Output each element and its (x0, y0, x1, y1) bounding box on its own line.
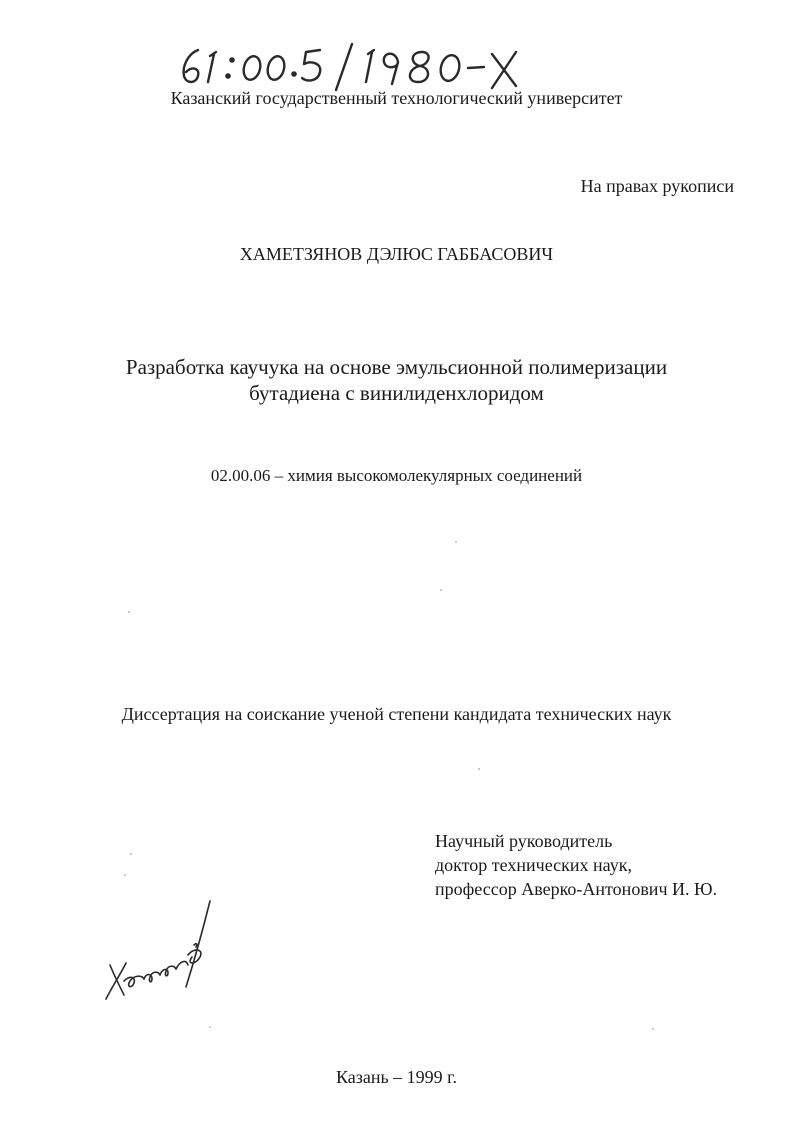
scan-speck (652, 1028, 654, 1030)
specialty-code: 02.00.06 – химия высокомолекулярных соединений (210, 466, 583, 485)
scan-speck (124, 874, 126, 876)
dissertation-degree: Диссертация на соискание ученой степени кандидата технических наук (121, 704, 672, 724)
scan-speck (209, 1026, 211, 1028)
supervisor-role: Научный руководитель (435, 831, 613, 851)
supervisor-block (435, 829, 717, 901)
scan-speck (128, 611, 130, 613)
place-year: Казань – 1999 г. (335, 1067, 458, 1087)
author-name: ХАМЕТЗЯНОВ ДЭЛЮС ГАББАСОВИЧ (239, 244, 554, 264)
supervisor-name: профессор Аверко-Антонович И. Ю. (435, 879, 717, 899)
scan-speck (455, 541, 457, 543)
signature-drawing (100, 895, 220, 1010)
author-signature (100, 895, 220, 1010)
scan-speck (478, 768, 480, 770)
supervisor-degree: доктор технических наук, (435, 855, 632, 875)
archive-code-drawing (170, 36, 610, 96)
scan-speck (130, 853, 132, 855)
scan-speck (440, 589, 442, 591)
title-line-2: бутадиена с винилиденхлоридом (249, 381, 544, 405)
title-line-1: Разработка каучука на основе эмульсионной полимеризации (125, 355, 668, 379)
archive-code-handwritten (170, 36, 610, 96)
university-name: Казанский государственный технологический университет (170, 88, 623, 108)
rights-note: На правах рукописи (580, 176, 734, 196)
dissertation-title (0, 354, 793, 406)
